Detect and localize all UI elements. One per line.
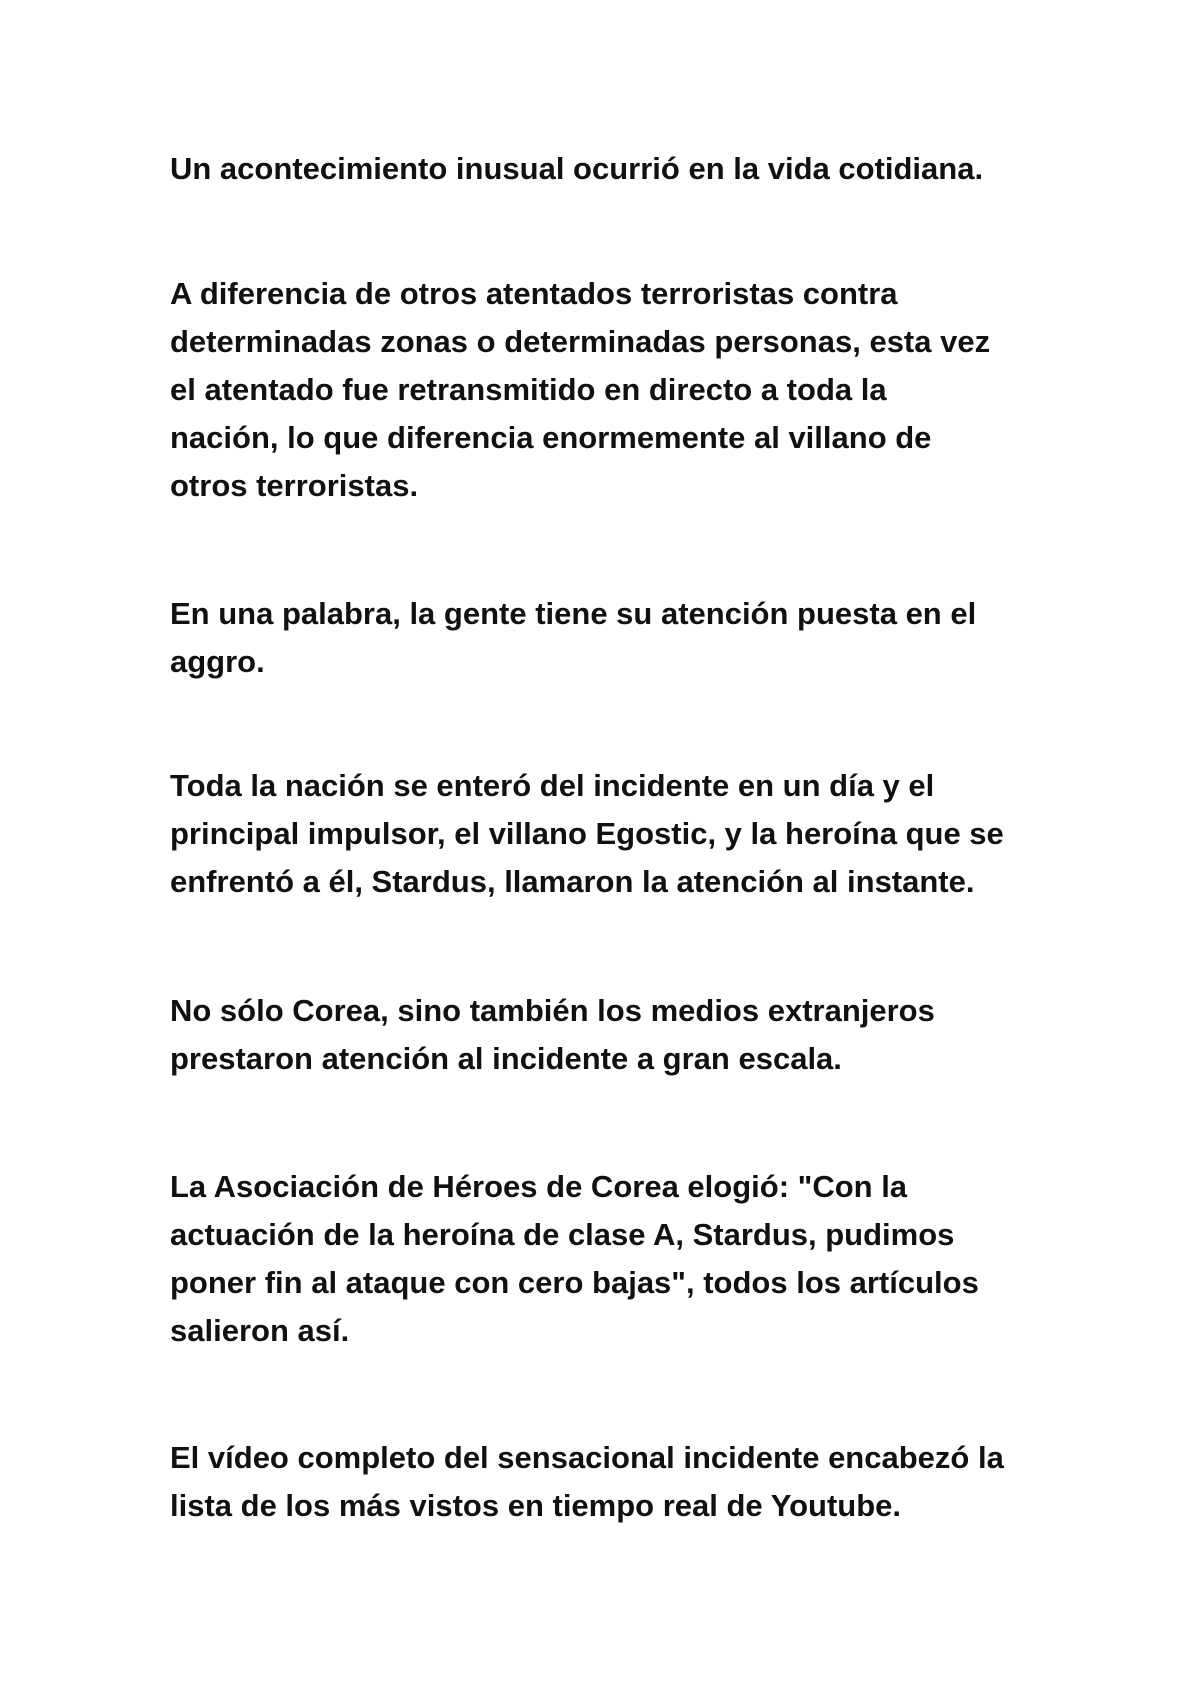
paragraph-5 [170,987,1050,1083]
text-line: A diferencia de otros atentados terroristas contra [170,276,898,311]
paragraph-7 [170,1434,1050,1530]
text-line: La Asociación de Héroes de Corea elogió: "Con la [170,1169,908,1204]
text-line: Un acontecimiento inusual ocurrió en la vida cotidiana. [170,151,984,186]
text-line: aggro. [170,644,265,679]
text-line: poner fin al ataque con cero bajas", todos los artículos [170,1265,979,1300]
text-line: prestaron atención al incidente a gran escala. [170,1041,842,1076]
text-line: Toda la nación se enteró del incidente en un día y el [170,768,935,803]
text-line: determinadas zonas o determinadas personas, esta vez [170,324,991,359]
text-line: No sólo Corea, sino también los medios extranjeros [170,993,935,1028]
text-line: salieron así. [170,1313,350,1348]
text-line: nación, lo que diferencia enormemente al villano de [170,420,932,455]
paragraph-4 [170,762,1050,906]
text-line: principal impulsor, el villano Egostic, y la heroína que se [170,816,1004,851]
text-line: El vídeo completo del sensacional incidente encabezó la [170,1440,1004,1475]
text-line: lista de los más vistos en tiempo real de Youtube. [170,1488,902,1523]
text-line: actuación de la heroína de clase A, Stardus, pudimos [170,1217,955,1252]
text-line: el atentado fue retransmitido en directo a toda la [170,372,887,407]
paragraph-6 [170,1163,1050,1355]
document-page [170,0,1050,1682]
paragraph-3 [170,590,1050,686]
text-line: En una palabra, la gente tiene su atención puesta en el [170,596,977,631]
paragraph-1 [170,145,1050,193]
text-line: enfrentó a él, Stardus, llamaron la atención al instante. [170,864,975,899]
text-line: otros terroristas. [170,468,419,503]
paragraph-2 [170,270,1050,510]
